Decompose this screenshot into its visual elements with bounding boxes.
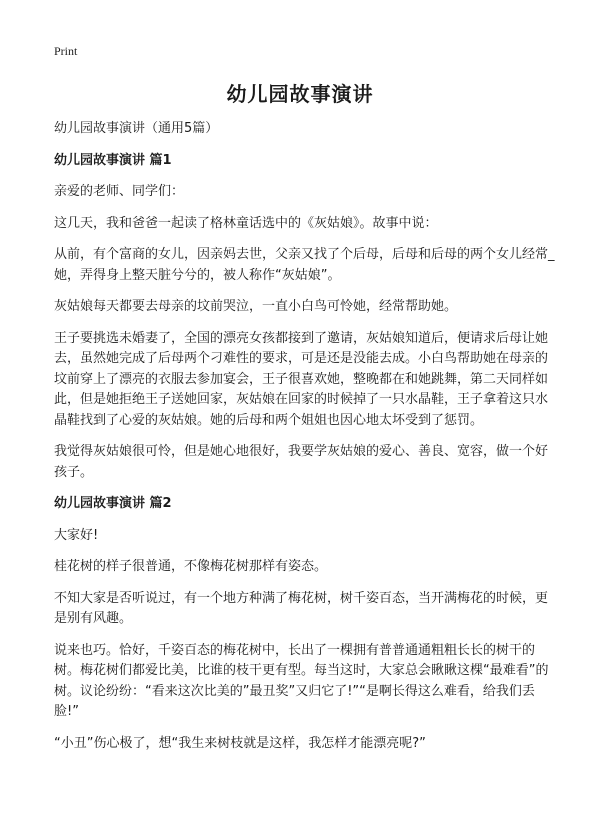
section-heading: 幼儿园故事演讲 篇1: [54, 152, 172, 168]
paragraph: 这几天，我和爸爸一起读了格林童话选中的《灰姑娘》。故事中说：: [54, 215, 438, 231]
paragraph: 亲爱的老师、同学们：: [54, 184, 185, 199]
document-body: [54, 119, 556, 765]
print-link[interactable]: Print: [54, 44, 78, 58]
paragraph: 说来也巧。恰好，千姿百态的梅花树中，长出了一棵拥有普普通通粗粗长长的树干的树。梅花树们都爱比美，比谁的枝干更有型。每当这时，大家总会瞅瞅这棵“最难看”的树。议论纷纷：“看来这次比美的”最丑奖”又归它了!”“是啊长得这么难看，给我们丢脸!”: [54, 642, 549, 719]
paragraph: “小丑”伤心极了，想“我生来树枝就是这样，我怎样才能漂亮呢?”: [54, 735, 426, 751]
paragraph: 不知大家是否听说过，有一个地方种满了梅花树，树千姿百态，当开满梅花的时候，更是别有风趣。: [54, 590, 549, 626]
paragraph: 我觉得灰姑娘很可怜，但是她心地很好，我要学灰姑娘的爱心、善良、宽容，做一个好孩子。: [54, 444, 549, 480]
paragraph: 王子要挑选未婚妻了，全国的漂亮女孩都接到了邀请，灰姑娘知道后，便请求后母让她去，虽然她完成了后母两个刁难性的要求，可是还是没能去成。小白鸟帮助她在母亲的坟前穿上了漂亮的衣服去参加宴会，王子很喜欢她，整晚都在和她跳舞，第二天同样如此，但是她拒绝王子送她回家，灰姑娘在回家的时候掉了一只水晶鞋，王子拿着这只水晶鞋找到了心爱的灰姑娘。她的后母和两个姐姐也因心地太坏受到了惩罚。: [54, 330, 549, 428]
paragraph: 大家好!: [54, 527, 99, 543]
section-heading: 幼儿园故事演讲 篇2: [54, 496, 172, 511]
paragraph: 从前，有个富商的女儿，因亲妈去世，父亲又找了个后母，后母和后母的两个女儿经常_她，弄得身上整天脏兮兮的，被人称作“灰姑娘”。: [54, 247, 555, 283]
paragraph: 灰姑娘每天都要去母亲的坟前哭泣，一直小白鸟可怜她，经常帮助她。: [54, 299, 458, 314]
document-subtitle: 幼儿园故事演讲（通用5篇）: [54, 121, 219, 136]
paragraph: 桂花树的样子很普通，不像梅花树那样有姿态。: [54, 559, 328, 574]
document-title: 幼儿园故事演讲: [226, 82, 374, 106]
